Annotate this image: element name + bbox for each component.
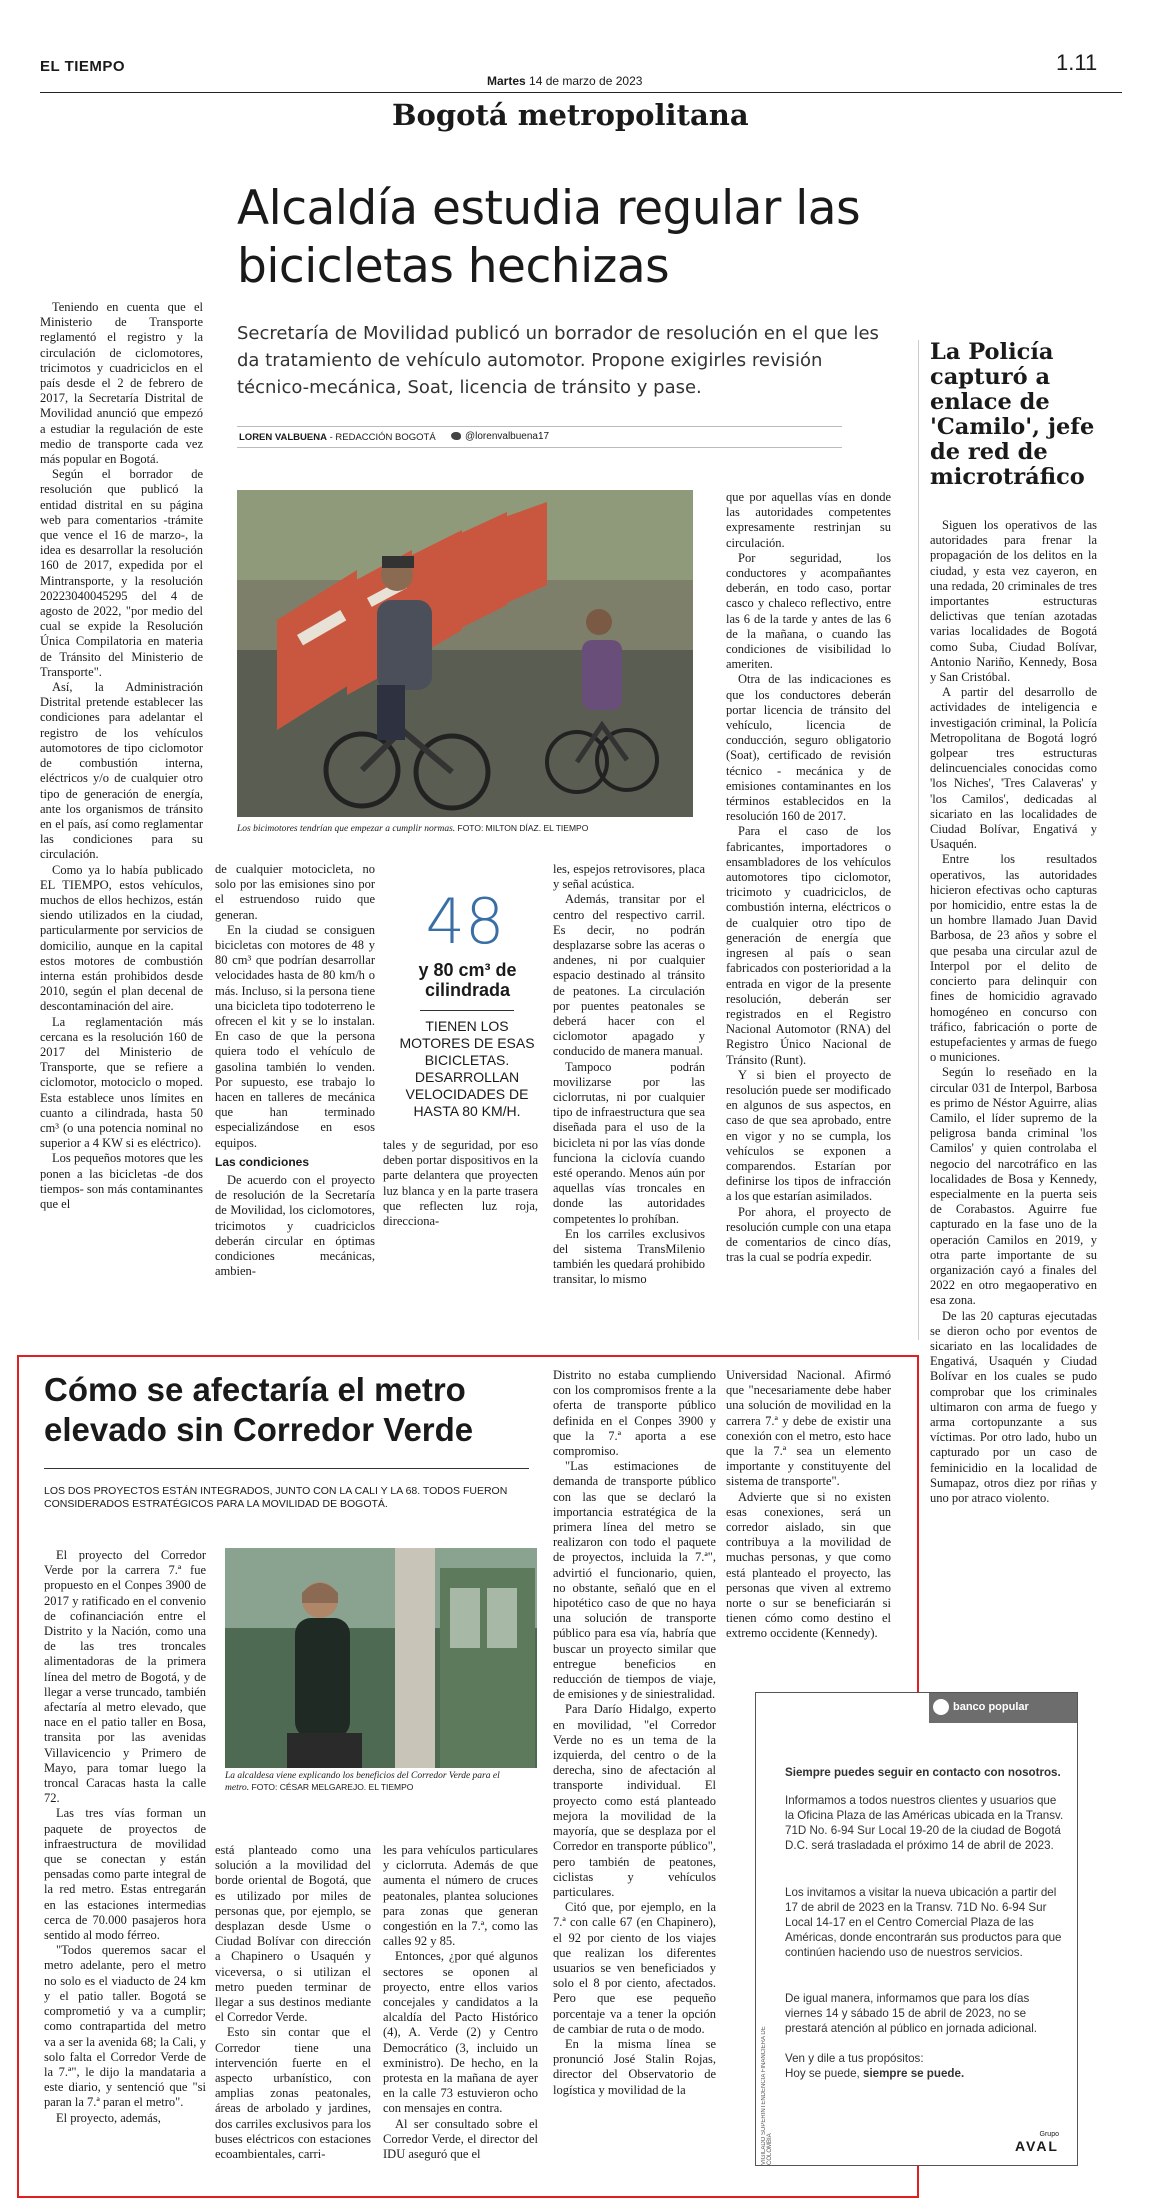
main-deck: Secretaría de Movilidad publicó un borrador de resolución en el que les da tratamiento de vehículo automotor. Propone exigirles revisión técnico-mecánica, Soat, licencia de tránsito y pase.	[237, 323, 879, 398]
paragraph: Citó que, por ejemplo, en la 7.ª con calle 67 (en Chapinero), el 92 por ciento de los viajes que realizan los diferentes usuarios se ven beneficiados y solo el 8 por ciento, afectados. Pero que ese pequeño porcentaje va a tener la opción de cambiar de ruta o de modo.	[553, 1900, 716, 2036]
byline-desk: - REDACCIÓN BOGOTÁ	[326, 432, 436, 443]
banco-popular-logo-icon	[933, 1699, 949, 1715]
metro-photo-credit: FOTO: CÉSAR MELGAREJO. EL TIEMPO	[249, 1782, 414, 1792]
metro-headline-rule	[44, 1468, 529, 1469]
ad-brand-name: banco popular	[953, 1701, 1029, 1713]
paragraph: El proyecto del Corredor Verde por la carrera 7.ª fue propuesto en el Conpes 3900 de 2017 y ratificado en el convenio de cofinanciación entre el Distrito y la Nación, como una de las tres troncales alimentadoras de la primera línea del metro de Bogotá, y de llegar a verse truncado, también afectaría al metro elevado, que nace en el patio taller en Bosa, transita por las avenidas Villavicencio y Primero de Mayo, para tomar luego la troncal Caracas hasta la calle 72.	[44, 1548, 206, 1806]
paragraph: Según el borrador de resolución que publicó la entidad distrital en su página web para comentarios -trámite que vence el 16 de marzo-, la idea es desarrollar la resolución 160 de 2017, expedida por el Mintransporte, y la resolución 20223040045295 del 4 de agosto de 2022, "por medio del cual se expide la Resolución Única Compilatoria en materia de Tránsito del Ministerio de Transporte".	[40, 467, 203, 679]
ad-slogan-bold: siempre se puede.	[863, 2067, 965, 2080]
photo-credit: FOTO: MILTON DÍAZ. EL TIEMPO	[455, 823, 589, 833]
ad-vigilado-note: VIGILADO SUPERINTENDENCIA FINANCIERA DE COLOMBIA	[761, 2026, 773, 2165]
alcaldesa-photo-illustration	[225, 1548, 537, 1768]
paragraph: "Todos queremos sacar el metro adelante, pero el metro no solo es el viaducto de 24 km y el patio taller. Bogotá se comprometió y va a cumplir; como contrapartida del metro va a ser la avenida 68; la Cali, y solo falta el Corredor Verde de la 7.ª", le dijo la mandataria a este diario, y sentenció que "si paran la 7.ª paran el metro".	[44, 1943, 206, 2110]
paragraph: Para el caso de los fabricantes, importadores o ensambladores de los vehículos automotores tipo ciclomotor, tricimoto y cuadriciclos, de combustión interna, eléctricos o de cualquier otro tipo de generación de energía que ingresen al país o sean fabricados con posterioridad a la entrada en vigor de la presente resolución, deberán ser registrados en el Registro Nacional Automotor (RNA) del Registro Único Nacional de Tránsito (Runt).	[726, 824, 891, 1067]
paragraph: Como ya lo había publicado EL TIEMPO, estos vehículos, muchos de ellos hechizos, están siendo utilizados en la ciudad, particularmente por servicios de domicilio, aunque en la capital estos motores de combustión interna están prohibidos desde 2010, según el plan decenal de descontaminación del aire.	[40, 862, 203, 1014]
paragraph: Por ahora, el proyecto de resolución cumple con una etapa de comentarios de cinco días, tras la cual se podría expedir.	[726, 1204, 891, 1265]
metro-column-4	[553, 1368, 716, 2168]
paragraph: Universidad Nacional. Afirmó que "necesariamente debe haber una solución de movilidad en la carrera 7.ª y debe de existir una conexión con el metro, esto hace que la 7.ª sea un elemento importante y constituyente del sistema de transporte".	[726, 1368, 891, 1489]
page-number: 1.11	[1056, 50, 1098, 75]
paragraph: Entonces, ¿por qué algunos sectores se oponen al proyecto, entre ellos varios concejales y candidatos a la alcaldía del Pacto Histórico (4), A. Verde (2) y Centro Democrático (3, incluido un exministro). De hecho, en la protesta en la mañana de ayer en la calle 73 estuvieron ocho con mensajes en contra.	[383, 1949, 538, 2116]
paragraph: De las 20 capturas ejecutadas se dieron ocho por eventos de sicariato en las localidades de Engativá, Usaquén y Ciudad Bolívar en los cuales se pudo comprobar que los criminales ultimaron con arma de fuego y arma cortopunzante a sus víctimas. Por otro lado, hubo un capturado por un caso de feminicidio en la localidad de Sumapaz, otros diez por riñas y uno por atraco violento.	[930, 1308, 1097, 1505]
paragraph: Al ser consultado sobre el Corredor Verde, el director del IDU aseguró que el	[383, 2116, 538, 2162]
paragraph: La reglamentación más cercana es la resolución 160 de 2017 del Ministerio de Transporte, que se refiere a ciclomotor, motociclo o moped. Esta establece unos límites en cuanto a cilindrada, hasta 50 cm³ (o una potencia nominal no superior a 4 KW si es eléctrico).	[40, 1014, 203, 1151]
masthead-logo: EL TIEMPO	[40, 58, 126, 75]
twitter-handle	[451, 431, 549, 442]
twitter-handle-text: @lorenvalbuena17	[465, 431, 550, 442]
sidebar-body	[930, 518, 1097, 1623]
big-figure-number: 48	[425, 885, 505, 958]
dateline	[487, 74, 642, 88]
section-title: Bogotá metropolitana	[392, 98, 749, 132]
ad-slogan-line-2: Hoy se puede,	[785, 2067, 863, 2080]
photo-caption-text: Los bicimotores tendrían que empezar a cumplir normas.	[237, 824, 456, 834]
paragraph: El proyecto, además,	[56, 2110, 161, 2125]
paragraph: les para vehículos particulares y ciclorruta. Además de que aumenta el número de cruces peatonales, plantea soluciones para zonas que generan congestión en la 7.ª, como las calles 92 y 85.	[383, 1843, 538, 1949]
banco-popular-ad	[755, 1692, 1078, 2166]
paragraph: Otra de las indicaciones es que los conductores deberán portar licencia de tránsito del vehículo, licencia de conducción, seguro obligatorio (Soat), certificado de revisión técnico - mecánica y de emisiones contaminantes en los términos establecidos en la resolución 160 de 2017.	[726, 672, 891, 824]
photo-caption	[237, 823, 707, 834]
byline	[239, 432, 436, 443]
date-day: Martes	[487, 74, 526, 88]
paragraph: Así, la Administración Distrital pretende establecer las condiciones para adelantar el registro de los vehículos automotores de tipo ciclomotor de combustión interna, eléctricos y/o de cualquier otro tipo de generación de energía, ante los organismos de tránsito en el país, así como reglamentar las condiciones para su circulación.	[40, 680, 203, 862]
paragraph: Las tres vías forman un paquete de proyectos de infraestructura de movilidad que se conectan y están pensadas como parte integral de la red metro. Estas entregarán en las estaciones intermedias cerca de 70.000 pasajeros hora sentido al modo férreo.	[44, 1806, 206, 1943]
paragraph: En la ciudad se consiguen bicicletas con motores de 48 y 80 cm³ que podrían desarrollar velocidades hasta de 80 km/h o más. Incluso, si la persona tiene una bicicleta tipo todoterreno le ofrecen el kit y se lo instalan. En caso de que la persona quiera todo el vehículo de gasolina también lo venden. Por supuesto, ese trabajo lo hacen en talleres de mecánica que han terminado especializándose en esos equipos.	[215, 922, 375, 1150]
twitter-icon	[451, 432, 461, 440]
figure-rule	[420, 1010, 514, 1011]
paragraph: Teniendo en cuenta que el Ministerio de Transporte reglamentó el registro y la circulación de ciclomotores, tricimotos y cuadriciclos en el país desde el 2 de febrero de 2017, la Secretaría Distrital de Movilidad anunció que empezó a estudiar la regulación de este medio de transporte cada vez más popular en Bogotá.	[40, 300, 203, 467]
paragraph: Y si bien el proyecto de resolución puede ser modificado en algunos de sus aspectos, en caso de que sea aprobado, entre en vigor y no se cumpla, los vehículos se exponen a comparendos. Estarían por definirse los tipos de infracción a los que estarían asimilados.	[726, 1067, 891, 1204]
metro-photo-caption-text: La alcaldesa viene explicando los beneficios del Corredor Verde para el metro.	[225, 1771, 500, 1793]
paragraph: De acuerdo con el proyecto de resolución de la Secretaría de Movilidad, los ciclomotores, tricimotos y cuadriciclos deberán circular en óptimas condiciones mecánicas, ambien-	[215, 1173, 375, 1279]
ad-paragraph-2: Informamos a todos nuestros clientes y usuarios que la Oficina Plaza de las Américas ubicada en la Transv. 71D No. 6-94 Sur Local 19-20 de la ciudad de Bogotá D.C. será trasladada el próximo 14 de abril de 2023.	[785, 1794, 1064, 1852]
paragraph: que por aquellas vías en donde las autoridades competentes expresamente restrinjan su circulación.	[726, 490, 891, 550]
paragraph: Los pequeños motores que les ponen a las bicicletas -de dos tiempos- son más contaminantes que el	[40, 1151, 203, 1211]
paragraph: Por seguridad, los conductores y acompañantes deberán, en todo caso, portar casco y chaleco reflectivo, entre las 6 de la tarde y antes de las 6 de la mañana, o cuando las condiciones de visibilidad lo ameriten.	[726, 550, 891, 672]
main-headline: Alcaldía estudia regular las bicicletas hechizas	[237, 181, 861, 294]
main-column-4	[726, 490, 891, 1265]
paragraph: tales y de seguridad, por eso deben portar dispositivos en la parte delantera que proyecten luz blanca y en la parte trasera que reflecten luz roja, direcciona-	[383, 1138, 538, 1229]
bicimotor-photo-illustration	[237, 490, 693, 817]
paragraph: "Las estimaciones de demanda de transporte público con las que se declaró la importancia estratégica de la primera línea del metro se realizaron con todo el paquete de proyectos, incluida la 7.ª", advirtió el funcionario, quien, no obstante, señaló que en el hipotético caso de que no haya una solución de transporte público para esa vía, habría que buscar un proyecto similar que entregue beneficios en reducción de tiempos de viaje, de emisiones y de siniestralidad.	[553, 1459, 716, 1702]
main-column-1	[40, 300, 203, 1330]
alcaldesa-photo	[225, 1548, 537, 1768]
ad-slogan	[785, 2051, 1067, 2081]
big-figure-sub: y 80 cm³ de cilindrada	[418, 960, 517, 1000]
main-column-3	[553, 862, 705, 1287]
bicimotor-photo	[237, 490, 693, 817]
grupo-label: Grupo	[1039, 2131, 1059, 2138]
paragraph: Esto sin contar que el Corredor tiene una intervención fuerte en el aspecto urbanístico, con amplias zonas peatonales, áreas de arbolado y jardines, dos carriles exclusivos para los buses eléctricos con estaciones ecoambientales, carri-	[215, 2025, 371, 2162]
ad-brand-bar	[929, 1693, 1077, 1723]
paragraph: Según lo reseñado en la circular 031 de Interpol, Barbosa es primo de Néstor Aguirre, alias Camilo, el líder supremo de la peligrosa banda criminal 'los Camilos' y quien controlaba el negocio del narcotráfico en las localidades de Bosa y Kennedy, especialmente en la puerta seis de Corabastos. Aguirre fue capturado en la fase uno de la operación Camilos en 2019, y otra parte importante de su organización cayó a finales del 2022 en otro megaoperativo en esa zona.	[930, 1065, 1097, 1308]
byline-bar	[237, 426, 842, 448]
paragraph: En la misma línea se pronunció José Stalin Rojas, director del Observatorio de logística y movilidad de la	[553, 2036, 716, 2097]
subhead-conditions: Las condiciones	[215, 1154, 310, 1169]
paragraph: Tampoco podrán movilizarse por las ciclorrutas, ni por cualquier tipo de infraestructura que sea diseñada para el uso de la bicicleta ni por las vías donde funciona la ciclovía cuando esté operando. Menos aún por aquellas vías troncales en donde las autoridades competentes lo prohíban.	[553, 1059, 705, 1226]
paragraph: Distrito no estaba cumpliendo con los compromisos frente a la oferta de transporte público definida en el Conpes 3900 y que la 7.ª aporta a ese compromiso.	[553, 1368, 716, 1459]
paragraph: Además, transitar por el centro del respectivo carril. Es decir, no podrán desplazarse sobre las aceras o andenes, ni por cualquier espacio destinado al tránsito de peatones. La circulación por puentes peatonales se deberá hacer con el ciclomotor apagado y conducido de manera manual.	[553, 892, 705, 1059]
metro-photo-caption	[225, 1771, 525, 1794]
aval-label: AVAL	[1014, 2138, 1059, 2154]
ad-slogan-line-1: Ven y dile a tus propósitos:	[785, 2052, 924, 2065]
sidebar-headline: La Policía capturó a enlace de 'Camilo', jefe de red de microtráfico	[930, 339, 1095, 490]
main-column-2b	[383, 1138, 538, 1229]
metro-column-2	[215, 1843, 371, 2168]
byline-author: LOREN VALBUENA	[239, 432, 327, 443]
paragraph: Siguen los operativos de las autoridades para frenar la propagación de los delitos en la ciudad, y esta vez cayeron, en una redada, 20 criminales de tres importantes estructuras delictivas que tenían azotadas varias localidades de Bogotá como Suba, Ciudad Bolívar, Antonio Nariño, Kennedy, Bosa y San Cristóbal.	[930, 518, 1097, 685]
paragraph: Para Darío Hidalgo, experto en movilidad, "el Corredor Verde no es un tema de la izquierda, del centro o de la derecha, sino de afectación al transporte individual. El proyecto como está planteado mejora la movilidad de la mayoría, que se desplaza por el Corredor en transporte público", pero también de peatones, ciclistas y vehículos particulares.	[553, 1702, 716, 1899]
metro-headline: Cómo se afectaría el metro elevado sin Corredor Verde	[44, 1371, 474, 1448]
big-figure-text: TIENEN LOS MOTORES DE ESAS BICICLETAS. DESARROLLAN VELOCIDADES DE HASTA 80 KM/H.	[399, 1018, 535, 1119]
ad-paragraph-4: De igual manera, informamos que para los días viernes 14 y sábado 15 de abril de 2023, no se prestará atención al público en jornada adicional.	[785, 1992, 1038, 2035]
paragraph: está planteado como una solución a la movilidad del borde oriental de Bogotá, que es utilizado por miles de personas que, por ejemplo, se desplazan desde Usme o Ciudad Bolívar con dirección a Chapinero o Usaquén y viceversa, o si utilizan el metro pueden terminar de llegar a sus destinos mediante el Corredor Verde.	[215, 1843, 371, 2025]
paragraph: Advierte que si no existen esas conexiones, será un corredor aislado, sin que contribuya a la movilidad de muchas personas, y que como está planteado el proyecto, las personas que viven al extremo norte o sur se beneficiarán si tienen cómo como destino el extremo occidente (Kennedy).	[726, 1489, 891, 1641]
ad-paragraph-1: Siempre puedes seguir en contacto con nosotros.	[785, 1766, 1061, 1779]
paragraph: de cualquier motocicleta, no solo por las emisiones sino por el estruendoso ruido que generan.	[215, 862, 375, 922]
main-column-2	[215, 862, 375, 1279]
ad-paragraph-3: Los invitamos a visitar la nueva ubicación a partir del 17 de abril de 2023 en la Transv. 71D No. 6-94 Sur Local 14-17 en el Centro Comercial Plaza de las Américas, donde encontrarán sus productos para que continúen haciendo uso de nuestros servicios.	[785, 1886, 1062, 1959]
metro-column-1	[44, 1548, 206, 2168]
header-rule	[40, 92, 1122, 93]
date-rest: 14 de marzo de 2023	[525, 74, 643, 88]
metro-kicker: LOS DOS PROYECTOS ESTÁN INTEGRADOS, JUNTO CON LA CALI Y LA 68. TODOS FUERON CONSIDERADOS ESTRATÉGICOS PARA LA MOVILIDAD DE BOGOTÁ.	[44, 1485, 508, 1510]
sidebar-divider	[918, 340, 919, 1340]
metro-column-5	[726, 1368, 891, 1683]
paragraph: A partir del desarrollo de actividades de inteligencia e investigación criminal, la Policía Metropolitana de Bogotá logró golpear tres estructuras delincuenciales conocidas como 'los Niches', 'Tres Calaveras' y 'los Camilos', dedicadas al sicariato en las localidades de Ciudad Bolívar, Engativá y Usaquén.	[930, 685, 1097, 852]
paragraph: les, espejos retrovisores, placa y señal acústica.	[553, 862, 705, 892]
paragraph: En los carriles exclusivos del sistema TransMilenio también les quedará prohibido transitar, lo mismo	[553, 1226, 705, 1287]
grupo-aval-logo	[1015, 2131, 1059, 2154]
paragraph: Entre los resultados operativos, las autoridades hicieron efectivas ocho capturas por homicidio, entre estas la de un hombre llamado Juan David Barbosa, de 23 años y sobre el que pesaba una circular azul de Interpol por el delito de concierto para delinquir con fines de homicidio agravado homogéneo en concurso con tráfico, fabricación o porte de estupefacientes y armas de fuego o municiones.	[930, 852, 1097, 1065]
metro-column-3	[383, 1843, 538, 2168]
